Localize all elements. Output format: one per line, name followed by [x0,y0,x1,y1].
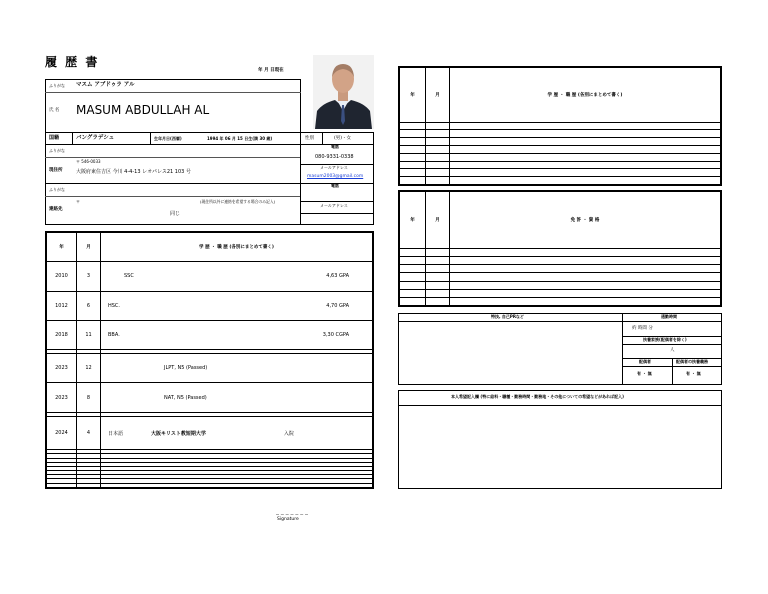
phone-label-2: 電話 [331,183,339,188]
phone-label: 電話 [331,144,339,149]
date-label: 年 月 日現在 [258,68,284,73]
table-row: 2023 8 NAT, N5 (Passed) [47,383,373,412]
table-row [400,281,721,289]
table-row [400,122,721,130]
furigana-label-3: ふりがな [49,187,65,192]
contact-note: (現住所以外に連絡を希望する場合のみ記入) [200,199,276,204]
furigana-label-2: ふりがな [49,148,65,153]
contact-same: 同じ [170,211,181,217]
table-row: 2018 11 BBA. 3,30 CGPA [47,320,373,349]
row-text: HSC. [108,302,121,309]
dependents-title: 扶養家族(配偶者を除く) [643,337,687,342]
birth-value: 1994 年 06 月 15 日生(満 30 歳) [207,136,273,141]
row-text: SSC [124,273,134,280]
row-school: 大阪キリスト教短期大学 [151,430,206,437]
table-row: 2010 3 SSC 4,63 GPA [47,262,373,291]
history-header-row [47,233,373,262]
table-row: 2024 4 日本語 大阪キリスト教短期大学 入院 [47,416,373,449]
nationality-value: バングラデシュ [76,135,115,141]
row-grade: 4,63 GPA [326,273,349,280]
phone-value: 080-9331-0338 [315,154,354,160]
id-photo [313,55,374,129]
row-grade: 3,30 CGPA [322,331,349,338]
table-row [400,273,721,281]
table-row [400,145,721,153]
portrait-image [313,55,374,129]
commute-title: 通勤時間 [661,314,677,319]
table-row [400,289,721,297]
signature-label: Signature [277,517,299,522]
signature-line [276,514,308,515]
row-status: 入院 [283,430,294,437]
dependents-value: 人 [670,348,675,353]
table-row [400,297,721,305]
contact-postal: 〒 [76,199,80,204]
name-value: MASUM ABDULLAH AL [76,103,210,117]
page-title: 履 歴 書 [45,55,100,69]
row-grade: 4,70 GPA [326,302,349,309]
address-value: 大阪府東住吉区 今川 4-4-13 レオパレス21 103 号 [76,169,191,175]
spouse-support-value: 有 ・ 無 [686,371,701,376]
commute-value: 約 時間 分 [632,326,653,331]
skills-title: 特技, 自己PRなど [491,314,524,319]
history-table [45,231,374,489]
table-row [400,265,721,273]
gender-label: 性別 [305,136,314,141]
table-row [400,257,721,265]
birth-label: 生年月日(西暦) [154,136,182,141]
license-header-row [400,192,721,249]
col-year: 年 [47,233,77,262]
contact-label: 連絡先 [49,207,63,212]
table-row [400,177,721,185]
table-row [400,138,721,146]
name-label: 氏 名 [49,108,60,113]
wishes-title: 本人希望記入欄 (特に給料・職種・勤務時間・勤務地・その他についての希望などがあれば記入) [451,394,624,399]
license-col-year: 年 [400,192,426,249]
table-row [400,249,721,257]
col-month: 月 [77,233,101,262]
license-col-title: 免 許 ・ 資 格 [450,192,721,249]
spouse-value: 有 ・ 無 [637,371,652,376]
table-row [400,169,721,177]
right-history-header-row [400,68,721,123]
row-text: BBA. [108,331,120,338]
email-link[interactable]: masum2003@gmail.com [307,174,364,179]
table-row: 2023 12 JLPT, N5 (Passed) [47,354,373,383]
postal-code: 〒 546-0033 [76,159,101,164]
table-row [400,130,721,138]
table-row [47,483,373,487]
gender-value: (男)・女 [334,136,352,141]
spouse-title: 配偶者 [639,359,651,364]
row-text: 日本語 [108,430,124,437]
col-title: 学 歴 ・ 職 歴 (各別にまとめて書く) [101,233,373,262]
table-row [400,153,721,161]
furigana-label: ふりがな [49,83,65,88]
spouse-support-title: 配偶者の扶養義務 [676,359,708,364]
furigana-value: マスム アブドゥラ アル [76,82,135,88]
right-col-title: 学 歴 ・ 職 歴 (各別にまとめて書く) [450,68,721,123]
address-label: 現住所 [49,168,63,173]
license-table [398,190,722,307]
email-label-2: メールアドレス [320,203,348,208]
table-row [400,161,721,169]
license-col-month: 月 [426,192,450,249]
right-col-year: 年 [400,68,426,123]
nationality-label: 国籍 [49,135,60,141]
right-col-month: 月 [426,68,450,123]
row-text: NAT, N5 (Passed) [164,394,207,401]
right-history-table [398,66,722,186]
row-text: JLPT, N5 (Passed) [164,365,208,372]
table-row: 1012 6 HSC. 4,70 GPA [47,291,373,320]
email-label: メールアドレス [320,165,348,170]
